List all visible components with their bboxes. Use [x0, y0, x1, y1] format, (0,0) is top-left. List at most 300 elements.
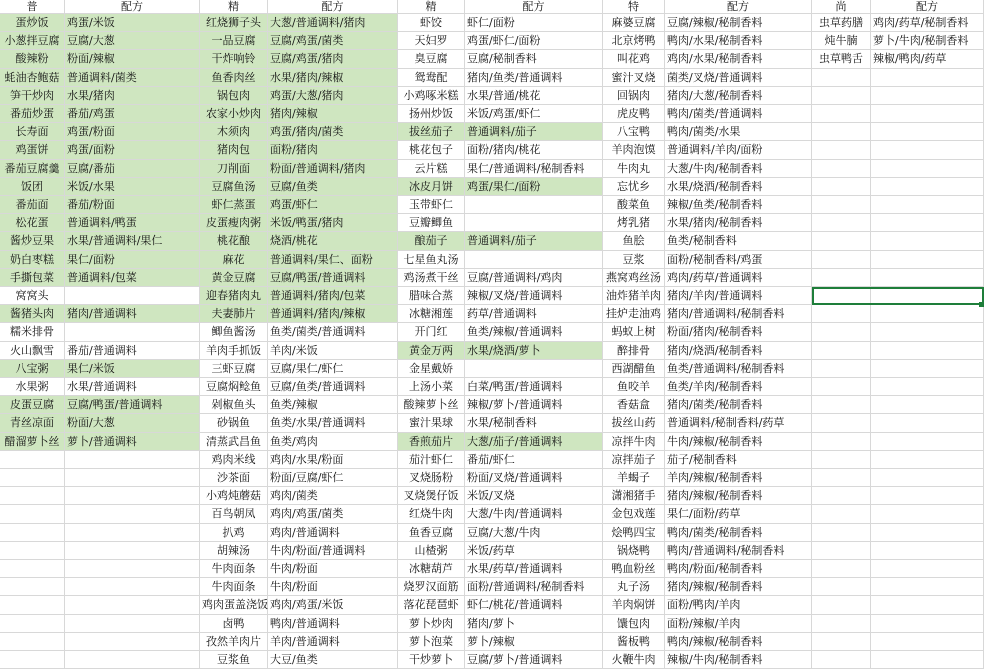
empty-cell[interactable] — [0, 596, 65, 614]
column-header[interactable]: 精 — [398, 0, 465, 14]
recipe-cell[interactable]: 豆腐/秘制香料 — [465, 50, 603, 68]
empty-cell[interactable] — [65, 542, 200, 560]
empty-cell[interactable] — [871, 69, 984, 87]
empty-cell[interactable] — [65, 505, 200, 523]
dish-name-cell[interactable]: 馕包肉 — [603, 615, 665, 633]
dish-name-cell[interactable]: 红烧狮子头 — [200, 14, 268, 32]
recipe-cell[interactable] — [465, 251, 603, 269]
recipe-cell[interactable]: 面粉/秘制香料/鸡蛋 — [665, 251, 812, 269]
dish-name-cell[interactable]: 拔丝山药 — [603, 414, 665, 432]
empty-cell[interactable] — [812, 524, 871, 542]
recipe-cell[interactable]: 大葱/茄子/普通调料 — [465, 433, 603, 451]
dish-name-cell[interactable]: 羊蝎子 — [603, 469, 665, 487]
dish-name-cell[interactable]: 香菇盒 — [603, 396, 665, 414]
recipe-cell[interactable]: 鸡肉/水果/粉面 — [268, 451, 398, 469]
recipe-cell[interactable]: 鸡肉/药草/普通调料 — [665, 269, 812, 287]
recipe-cell[interactable]: 鸡蛋/虾仁/面粉 — [465, 32, 603, 50]
dish-name-cell[interactable]: 羊肉焖饼 — [603, 596, 665, 614]
dish-name-cell[interactable]: 落花琵琶虾 — [398, 596, 465, 614]
dish-name-cell[interactable]: 麻婆豆腐 — [603, 14, 665, 32]
recipe-cell[interactable]: 猪肉/菌类/秘制香料 — [665, 396, 812, 414]
recipe-cell[interactable]: 鸡肉/普通调料 — [268, 524, 398, 542]
empty-cell[interactable] — [65, 651, 200, 669]
empty-cell[interactable] — [871, 451, 984, 469]
dish-name-cell[interactable]: 鸭血粉丝 — [603, 560, 665, 578]
dish-name-cell[interactable]: 沙茶面 — [200, 469, 268, 487]
empty-cell[interactable] — [0, 633, 65, 651]
recipe-cell[interactable]: 牛肉/粉面/普通调料 — [268, 542, 398, 560]
dish-name-cell[interactable]: 鸡肉蛋盖浇饭 — [200, 596, 268, 614]
empty-cell[interactable] — [65, 578, 200, 596]
dish-name-cell[interactable]: 干炒萝卜 — [398, 651, 465, 669]
recipe-cell[interactable]: 豆腐/大葱 — [65, 32, 200, 50]
dish-name-cell[interactable]: 牛肉面条 — [200, 578, 268, 596]
empty-cell[interactable] — [812, 596, 871, 614]
recipe-cell[interactable]: 水果/药草/普通调料 — [465, 560, 603, 578]
empty-cell[interactable] — [871, 414, 984, 432]
empty-cell[interactable] — [812, 651, 871, 669]
recipe-cell[interactable]: 面粉/猪肉/桃花 — [465, 141, 603, 159]
fill-handle[interactable] — [979, 302, 984, 307]
recipe-cell[interactable]: 豆腐/辣椒/秘制香料 — [665, 14, 812, 32]
recipe-cell[interactable]: 果仁/面粉/药草 — [665, 505, 812, 523]
recipe-cell[interactable]: 番茄/粉面 — [65, 196, 200, 214]
dish-name-cell[interactable]: 叫花鸡 — [603, 50, 665, 68]
dish-name-cell[interactable]: 臭豆腐 — [398, 50, 465, 68]
empty-cell[interactable] — [871, 378, 984, 396]
recipe-cell[interactable]: 粉面/叉烧/普通调料 — [465, 469, 603, 487]
dish-name-cell[interactable]: 三虾豆腐 — [200, 360, 268, 378]
empty-cell[interactable] — [0, 487, 65, 505]
empty-cell[interactable] — [871, 615, 984, 633]
column-header[interactable]: 普 — [0, 0, 65, 14]
empty-cell[interactable] — [812, 342, 871, 360]
recipe-cell[interactable]: 辣椒/鸭肉/药草 — [871, 50, 984, 68]
column-header[interactable]: 配方 — [465, 0, 603, 14]
dish-name-cell[interactable]: 玉带虾仁 — [398, 196, 465, 214]
column-header[interactable]: 特 — [603, 0, 665, 14]
recipe-cell[interactable]: 鸭肉/粉面/秘制香料 — [665, 560, 812, 578]
empty-cell[interactable] — [0, 524, 65, 542]
dish-name-cell[interactable]: 油炸猪羊肉 — [603, 287, 665, 305]
dish-name-cell[interactable]: 八宝鸭 — [603, 123, 665, 141]
dish-name-cell[interactable]: 饭团 — [0, 178, 65, 196]
recipe-cell[interactable]: 羊肉/米饭 — [268, 342, 398, 360]
dish-name-cell[interactable]: 鱼香豆腐 — [398, 524, 465, 542]
recipe-cell[interactable]: 大豆/鱼类 — [268, 651, 398, 669]
dish-name-cell[interactable]: 鱼香肉丝 — [200, 69, 268, 87]
dish-name-cell[interactable]: 茄汁虾仁 — [398, 451, 465, 469]
recipe-cell[interactable]: 水果/秘制香料 — [465, 414, 603, 432]
dish-name-cell[interactable]: 凉拌牛肉 — [603, 433, 665, 451]
recipe-cell[interactable]: 豆腐/番茄 — [65, 160, 200, 178]
dish-name-cell[interactable]: 北京烤鸭 — [603, 32, 665, 50]
recipe-cell[interactable]: 面粉/辣椒/羊肉 — [665, 615, 812, 633]
empty-cell[interactable] — [0, 615, 65, 633]
empty-cell[interactable] — [871, 433, 984, 451]
dish-name-cell[interactable]: 腊味合蒸 — [398, 287, 465, 305]
empty-cell[interactable] — [0, 578, 65, 596]
dish-name-cell[interactable]: 天妇罗 — [398, 32, 465, 50]
column-header[interactable]: 配方 — [871, 0, 984, 14]
recipe-cell[interactable]: 豆腐/大葱/牛肉 — [465, 524, 603, 542]
dish-name-cell[interactable]: 百鸟朝凤 — [200, 505, 268, 523]
empty-cell[interactable] — [871, 160, 984, 178]
empty-cell[interactable] — [812, 451, 871, 469]
recipe-cell[interactable]: 鸡肉/水果/秘制香料 — [665, 50, 812, 68]
dish-name-cell[interactable]: 挂炉走油鸡 — [603, 305, 665, 323]
empty-cell[interactable] — [812, 396, 871, 414]
dish-name-cell[interactable]: 手撕包菜 — [0, 269, 65, 287]
recipe-cell[interactable]: 米饭/鸭蛋/猪肉 — [268, 214, 398, 232]
dish-name-cell[interactable]: 八宝粥 — [0, 360, 65, 378]
empty-cell[interactable] — [871, 596, 984, 614]
empty-cell[interactable] — [812, 214, 871, 232]
dish-name-cell[interactable]: 黄金万两 — [398, 342, 465, 360]
empty-cell[interactable] — [871, 469, 984, 487]
dish-name-cell[interactable]: 醉排骨 — [603, 342, 665, 360]
dish-name-cell[interactable]: 刀削面 — [200, 160, 268, 178]
dish-name-cell[interactable]: 冰糖湘莲 — [398, 305, 465, 323]
empty-cell[interactable] — [871, 633, 984, 651]
empty-cell[interactable] — [812, 633, 871, 651]
empty-cell[interactable] — [812, 196, 871, 214]
empty-cell[interactable] — [812, 360, 871, 378]
recipe-cell[interactable]: 番茄/鸡蛋 — [65, 105, 200, 123]
empty-cell[interactable] — [871, 123, 984, 141]
dish-name-cell[interactable]: 叉烧煲仔饭 — [398, 487, 465, 505]
dish-name-cell[interactable]: 烧罗汉面筋 — [398, 578, 465, 596]
empty-cell[interactable] — [871, 87, 984, 105]
recipe-cell[interactable]: 普通调料/猪肉/辣椒 — [268, 305, 398, 323]
empty-cell[interactable] — [871, 196, 984, 214]
empty-cell[interactable] — [871, 560, 984, 578]
recipe-cell[interactable]: 大葱/牛肉/秘制香料 — [665, 160, 812, 178]
recipe-cell[interactable]: 豆腐/鸭蛋/普通调料 — [65, 396, 200, 414]
dish-name-cell[interactable]: 奶白枣糕 — [0, 251, 65, 269]
recipe-cell[interactable]: 普通调料/鸭蛋 — [65, 214, 200, 232]
dish-name-cell[interactable]: 丸子汤 — [603, 578, 665, 596]
dish-name-cell[interactable]: 忘忧乡 — [603, 178, 665, 196]
recipe-cell[interactable]: 辣椒/叉烧/普通调料 — [465, 287, 603, 305]
dish-name-cell[interactable]: 麻花 — [200, 251, 268, 269]
dish-name-cell[interactable]: 剁椒鱼头 — [200, 396, 268, 414]
dish-name-cell[interactable]: 豆腐焖鲶鱼 — [200, 378, 268, 396]
recipe-cell[interactable]: 大葱/普通调料/猪肉 — [268, 14, 398, 32]
recipe-cell[interactable]: 猪肉/烧酒/秘制香料 — [665, 342, 812, 360]
recipe-cell[interactable]: 猪肉/普通调料/秘制香料 — [665, 305, 812, 323]
recipe-cell[interactable]: 茄子/秘制香料 — [665, 451, 812, 469]
empty-cell[interactable] — [871, 105, 984, 123]
dish-name-cell[interactable]: 酸菜鱼 — [603, 196, 665, 214]
dish-name-cell[interactable]: 干炸响铃 — [200, 50, 268, 68]
recipe-cell[interactable]: 猪肉/大葱/秘制香料 — [665, 87, 812, 105]
recipe-cell[interactable]: 辣椒/牛肉/秘制香料 — [665, 651, 812, 669]
empty-cell[interactable] — [871, 305, 984, 323]
recipe-cell[interactable]: 鸡蛋/虾仁 — [268, 196, 398, 214]
dish-name-cell[interactable]: 蜜汁果球 — [398, 414, 465, 432]
recipe-cell[interactable]: 普通调料/果仁、面粉 — [268, 251, 398, 269]
dish-name-cell[interactable]: 卤鸭 — [200, 615, 268, 633]
recipe-cell[interactable]: 猪肉/辣椒/秘制香料 — [665, 578, 812, 596]
empty-cell[interactable] — [871, 487, 984, 505]
empty-cell[interactable] — [0, 542, 65, 560]
recipe-cell[interactable]: 豆腐/鸡蛋/菌类 — [268, 32, 398, 50]
dish-name-cell[interactable]: 凉拌茄子 — [603, 451, 665, 469]
empty-cell[interactable] — [812, 123, 871, 141]
recipe-cell[interactable]: 鸭肉/普通调料/秘制香料 — [665, 542, 812, 560]
dish-name-cell[interactable]: 酿茄子 — [398, 232, 465, 250]
recipe-cell[interactable]: 萝卜/普通调料 — [65, 433, 200, 451]
empty-cell[interactable] — [65, 560, 200, 578]
recipe-cell[interactable]: 鱼类/秘制香料 — [665, 232, 812, 250]
dish-name-cell[interactable]: 虾饺 — [398, 14, 465, 32]
dish-name-cell[interactable]: 糯米排骨 — [0, 323, 65, 341]
dish-name-cell[interactable]: 砂锅鱼 — [200, 414, 268, 432]
recipe-cell[interactable]: 菌类/叉烧/普通调料 — [665, 69, 812, 87]
dish-name-cell[interactable]: 酸辣萝卜丝 — [398, 396, 465, 414]
dish-name-cell[interactable]: 酸辣粉 — [0, 50, 65, 68]
recipe-cell[interactable]: 鸡肉/鸡蛋/米饭 — [268, 596, 398, 614]
recipe-cell[interactable]: 水果/烧酒/萝卜 — [465, 342, 603, 360]
dish-name-cell[interactable]: 虾仁蒸蛋 — [200, 196, 268, 214]
recipe-cell[interactable]: 鸭肉/辣椒/秘制香料 — [665, 633, 812, 651]
dish-name-cell[interactable]: 烩鸭四宝 — [603, 524, 665, 542]
recipe-cell[interactable]: 羊肉/普通调料 — [268, 633, 398, 651]
dish-name-cell[interactable]: 上汤小菜 — [398, 378, 465, 396]
recipe-cell[interactable]: 鱼类/辣椒 — [268, 396, 398, 414]
recipe-cell[interactable]: 猪肉/鱼类/普通调料 — [465, 69, 603, 87]
dish-name-cell[interactable]: 虎皮鸭 — [603, 105, 665, 123]
recipe-cell[interactable]: 粉面/豆腐/虾仁 — [268, 469, 398, 487]
dish-name-cell[interactable]: 黄金豆腐 — [200, 269, 268, 287]
dish-name-cell[interactable]: 孜然羊肉片 — [200, 633, 268, 651]
recipe-cell[interactable]: 米饭/鸡蛋/虾仁 — [465, 105, 603, 123]
dish-name-cell[interactable]: 叉烧肠粉 — [398, 469, 465, 487]
dish-name-cell[interactable]: 夫妻肺片 — [200, 305, 268, 323]
dish-name-cell[interactable]: 金包戏莲 — [603, 505, 665, 523]
recipe-cell[interactable]: 果仁/普通调料/秘制香料 — [465, 160, 603, 178]
recipe-cell[interactable]: 果仁/面粉 — [65, 251, 200, 269]
column-header[interactable]: 尚 — [812, 0, 871, 14]
recipe-cell[interactable]: 药草/普通调料 — [465, 305, 603, 323]
recipe-cell[interactable]: 鱼类/羊肉/秘制香料 — [665, 378, 812, 396]
recipe-cell[interactable]: 猪肉/萝卜 — [465, 615, 603, 633]
empty-cell[interactable] — [871, 214, 984, 232]
dish-name-cell[interactable]: 桃花包子 — [398, 141, 465, 159]
recipe-cell[interactable]: 羊肉/辣椒/秘制香料 — [665, 469, 812, 487]
dish-name-cell[interactable]: 笋干炒肉 — [0, 87, 65, 105]
empty-cell[interactable] — [812, 69, 871, 87]
dish-name-cell[interactable]: 开门红 — [398, 323, 465, 341]
empty-cell[interactable] — [871, 651, 984, 669]
dish-name-cell[interactable]: 烤乳猪 — [603, 214, 665, 232]
empty-cell[interactable] — [871, 323, 984, 341]
dish-name-cell[interactable]: 小鸡炖蘑菇 — [200, 487, 268, 505]
dish-name-cell[interactable]: 牛肉丸 — [603, 160, 665, 178]
dish-name-cell[interactable]: 拔丝茄子 — [398, 123, 465, 141]
dish-name-cell[interactable]: 豆瓣鲫鱼 — [398, 214, 465, 232]
recipe-cell[interactable]: 鸡蛋/猪肉/菌类 — [268, 123, 398, 141]
recipe-cell[interactable]: 水果/普通调料/果仁 — [65, 232, 200, 250]
dish-name-cell[interactable]: 羊肉泡馍 — [603, 141, 665, 159]
empty-cell[interactable] — [871, 342, 984, 360]
empty-cell[interactable] — [65, 524, 200, 542]
dish-name-cell[interactable]: 一品豆腐 — [200, 32, 268, 50]
recipe-cell[interactable]: 豆腐/鸭蛋/普通调料 — [268, 269, 398, 287]
recipe-cell[interactable]: 粉面/猪肉/秘制香料 — [665, 323, 812, 341]
empty-cell[interactable] — [812, 269, 871, 287]
recipe-cell[interactable]: 番茄/虾仁 — [465, 451, 603, 469]
recipe-cell[interactable]: 烧酒/桃花 — [268, 232, 398, 250]
empty-cell[interactable] — [812, 323, 871, 341]
column-header[interactable]: 配方 — [665, 0, 812, 14]
empty-cell[interactable] — [871, 251, 984, 269]
dish-name-cell[interactable]: 番茄面 — [0, 196, 65, 214]
recipe-cell[interactable]: 鸡蛋/面粉 — [65, 141, 200, 159]
empty-cell[interactable] — [812, 305, 871, 323]
recipe-cell[interactable]: 粉面/辣椒 — [65, 50, 200, 68]
empty-cell[interactable] — [812, 160, 871, 178]
recipe-cell[interactable]: 牛肉/粉面 — [268, 578, 398, 596]
recipe-cell[interactable]: 鱼类/水果/普通调料 — [268, 414, 398, 432]
empty-cell[interactable] — [871, 360, 984, 378]
selected-cell[interactable] — [812, 287, 984, 305]
recipe-cell[interactable]: 鸡肉/鸡蛋/菌类 — [268, 505, 398, 523]
recipe-cell[interactable]: 豆腐/鱼类 — [268, 178, 398, 196]
dish-name-cell[interactable]: 冰糖葫芦 — [398, 560, 465, 578]
empty-cell[interactable] — [812, 505, 871, 523]
dish-name-cell[interactable]: 酱板鸭 — [603, 633, 665, 651]
dish-name-cell[interactable]: 鸡肉米线 — [200, 451, 268, 469]
dish-name-cell[interactable]: 鸡汤煮干丝 — [398, 269, 465, 287]
recipe-cell[interactable]: 果仁/米饭 — [65, 360, 200, 378]
dish-name-cell[interactable]: 鲫鱼酱汤 — [200, 323, 268, 341]
dish-name-cell[interactable]: 长寿面 — [0, 123, 65, 141]
dish-name-cell[interactable]: 松花蛋 — [0, 214, 65, 232]
recipe-cell[interactable]: 普通调料/菌类 — [65, 69, 200, 87]
dish-name-cell[interactable]: 回锅肉 — [603, 87, 665, 105]
dish-name-cell[interactable]: 清蒸武昌鱼 — [200, 433, 268, 451]
dish-name-cell[interactable]: 蚂蚁上树 — [603, 323, 665, 341]
recipe-cell[interactable]: 普通调料/羊肉/面粉 — [665, 141, 812, 159]
dish-name-cell[interactable]: 香煎茄片 — [398, 433, 465, 451]
empty-cell[interactable] — [812, 105, 871, 123]
recipe-cell[interactable]: 鸡肉/药草/秘制香料 — [871, 14, 984, 32]
recipe-cell[interactable]: 鸡蛋/米饭 — [65, 14, 200, 32]
empty-cell[interactable] — [65, 469, 200, 487]
empty-cell[interactable] — [871, 396, 984, 414]
recipe-cell[interactable]: 鸡蛋/粉面 — [65, 123, 200, 141]
recipe-cell[interactable]: 水果/猪肉/辣椒 — [268, 69, 398, 87]
dish-name-cell[interactable]: 窝窝头 — [0, 287, 65, 305]
empty-cell[interactable] — [812, 469, 871, 487]
dish-name-cell[interactable]: 羊肉手抓饭 — [200, 342, 268, 360]
recipe-cell[interactable]: 牛肉/辣椒/秘制香料 — [665, 433, 812, 451]
empty-cell[interactable] — [65, 633, 200, 651]
recipe-cell[interactable]: 粉面/大葱 — [65, 414, 200, 432]
dish-name-cell[interactable]: 蚝油杏鲍菇 — [0, 69, 65, 87]
recipe-cell[interactable]: 鱼类/鸡肉 — [268, 433, 398, 451]
recipe-cell[interactable]: 鸡蛋/果仁/面粉 — [465, 178, 603, 196]
dish-name-cell[interactable]: 萝卜泡菜 — [398, 633, 465, 651]
recipe-cell[interactable]: 鱼类/菌类/普通调料 — [268, 323, 398, 341]
dish-name-cell[interactable]: 蜜汁叉烧 — [603, 69, 665, 87]
dish-name-cell[interactable]: 桃花酿 — [200, 232, 268, 250]
dish-name-cell[interactable]: 火山飘雪 — [0, 342, 65, 360]
dish-name-cell[interactable]: 牛肉面条 — [200, 560, 268, 578]
dish-name-cell[interactable]: 蛋炒饭 — [0, 14, 65, 32]
recipe-cell[interactable] — [465, 214, 603, 232]
recipe-cell[interactable]: 鸭肉/菌类/普通调料 — [665, 105, 812, 123]
empty-cell[interactable] — [871, 524, 984, 542]
empty-cell[interactable] — [65, 615, 200, 633]
dish-name-cell[interactable]: 云片糕 — [398, 160, 465, 178]
dish-name-cell[interactable]: 番茄炒蛋 — [0, 105, 65, 123]
recipe-cell[interactable]: 水果/猪肉/秘制香料 — [665, 214, 812, 232]
recipe-cell[interactable] — [65, 323, 200, 341]
recipe-cell[interactable]: 鸭肉/水果/秘制香料 — [665, 32, 812, 50]
dish-name-cell[interactable]: 潇湘猪手 — [603, 487, 665, 505]
recipe-cell[interactable]: 粉面/普通调料/猪肉 — [268, 160, 398, 178]
empty-cell[interactable] — [812, 578, 871, 596]
recipe-cell[interactable]: 水果/猪肉 — [65, 87, 200, 105]
empty-cell[interactable] — [812, 232, 871, 250]
recipe-cell[interactable]: 米饭/药草 — [465, 542, 603, 560]
recipe-cell[interactable]: 普通调料/茄子 — [465, 123, 603, 141]
empty-cell[interactable] — [65, 487, 200, 505]
dish-name-cell[interactable]: 农家小炒肉 — [200, 105, 268, 123]
column-header[interactable]: 精 — [200, 0, 268, 14]
dish-name-cell[interactable]: 番茄豆腐羹 — [0, 160, 65, 178]
dish-name-cell[interactable]: 扬州炒饭 — [398, 105, 465, 123]
empty-cell[interactable] — [812, 87, 871, 105]
recipe-cell[interactable]: 猪肉/辣椒 — [268, 105, 398, 123]
recipe-cell[interactable]: 面粉/猪肉 — [268, 141, 398, 159]
recipe-cell[interactable]: 普通调料/包菜 — [65, 269, 200, 287]
empty-cell[interactable] — [812, 433, 871, 451]
recipe-cell[interactable]: 虾仁/桃花/普通调料 — [465, 596, 603, 614]
dish-name-cell[interactable]: 扒鸡 — [200, 524, 268, 542]
dish-name-cell[interactable]: 醋溜萝卜丝 — [0, 433, 65, 451]
empty-cell[interactable] — [812, 378, 871, 396]
dish-name-cell[interactable]: 皮蛋瘦肉粥 — [200, 214, 268, 232]
empty-cell[interactable] — [812, 560, 871, 578]
recipe-cell[interactable]: 白菜/鸭蛋/普通调料 — [465, 378, 603, 396]
dish-name-cell[interactable]: 虫草鸭舌 — [812, 50, 871, 68]
recipe-cell[interactable]: 鸭肉/菌类/水果 — [665, 123, 812, 141]
empty-cell[interactable] — [0, 651, 65, 669]
recipe-cell[interactable]: 面粉/普通调料/秘制香料 — [465, 578, 603, 596]
recipe-cell[interactable]: 猪肉/羊肉/普通调料 — [665, 287, 812, 305]
empty-cell[interactable] — [812, 487, 871, 505]
empty-cell[interactable] — [0, 560, 65, 578]
dish-name-cell[interactable]: 胡辣汤 — [200, 542, 268, 560]
empty-cell[interactable] — [871, 178, 984, 196]
dish-name-cell[interactable]: 锅包肉 — [200, 87, 268, 105]
dish-name-cell[interactable]: 水果粥 — [0, 378, 65, 396]
dish-name-cell[interactable]: 炖牛腩 — [812, 32, 871, 50]
empty-cell[interactable] — [871, 542, 984, 560]
recipe-cell[interactable]: 牛肉/粉面 — [268, 560, 398, 578]
dish-name-cell[interactable]: 豆浆 — [603, 251, 665, 269]
dish-name-cell[interactable]: 豆腐鱼汤 — [200, 178, 268, 196]
empty-cell[interactable] — [871, 269, 984, 287]
recipe-cell[interactable]: 豆腐/鸡蛋/猪肉 — [268, 50, 398, 68]
dish-name-cell[interactable]: 小鸡啄米糕 — [398, 87, 465, 105]
recipe-cell[interactable]: 辣椒/萝卜/普通调料 — [465, 396, 603, 414]
empty-cell[interactable] — [812, 178, 871, 196]
